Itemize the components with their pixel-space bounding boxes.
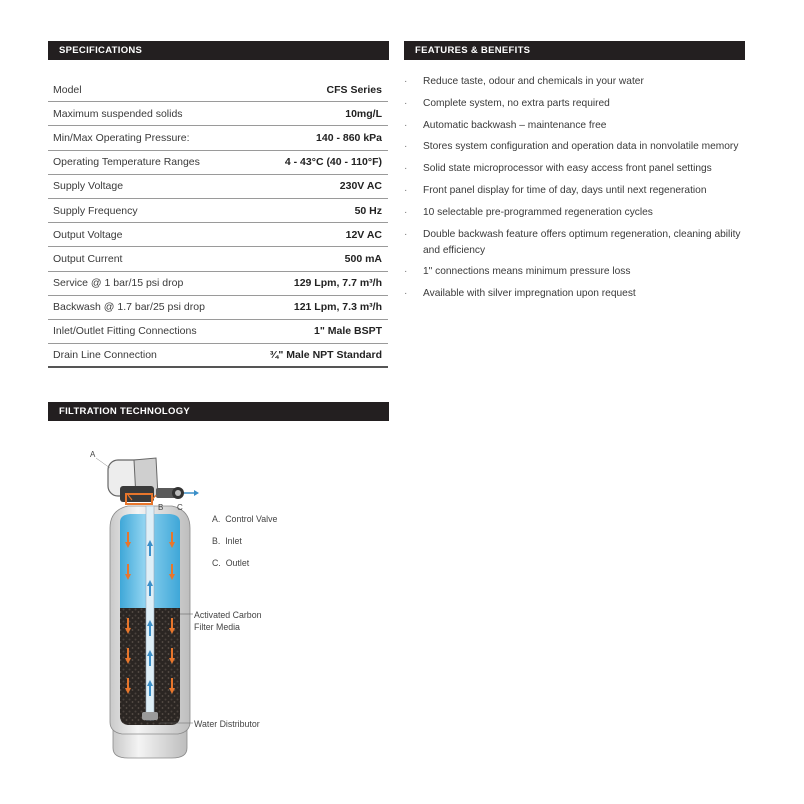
spec-value: ¾" Male NPT Standard <box>269 349 382 362</box>
spec-value: 4 - 43°C (40 - 110°F) <box>284 156 382 169</box>
bullet-icon: · <box>404 228 408 240</box>
feature-text: Double backwash feature offers optimum regeneration, cleaning ability and efficiency <box>423 228 741 256</box>
feature-item <box>404 227 754 259</box>
bullet-icon: · <box>404 76 408 87</box>
feature-text: Front panel display for time of day, days until next regeneration <box>423 184 707 196</box>
feature-text: Stores system configuration and operation data in nonvolatile memory <box>423 141 739 153</box>
spec-label: Supply Frequency <box>53 204 138 217</box>
spec-value: 129 Lpm, 7.7 m³/h <box>293 277 382 290</box>
legend-outlet: C. Outlet <box>212 558 250 568</box>
feature-item <box>404 161 754 177</box>
label-b: B <box>158 503 164 512</box>
feature-item <box>404 118 754 134</box>
feature-text: Automatic backwash – maintenance free <box>423 119 607 131</box>
spec-label: Operating Temperature Ranges <box>53 156 200 169</box>
spec-label: Output Current <box>53 252 123 265</box>
specifications-header: SPECIFICATIONS <box>48 41 389 60</box>
bullet-icon: · <box>404 184 408 196</box>
spec-value: 121 Lpm, 7.3 m³/h <box>293 301 382 314</box>
features-header: FEATURES & BENEFITS <box>404 41 745 60</box>
spec-row <box>48 296 388 320</box>
label-c: C <box>177 503 183 512</box>
spec-label: Min/Max Operating Pressure: <box>53 131 190 144</box>
feature-item <box>404 205 754 221</box>
legend-inlet: B. Inlet <box>212 536 242 546</box>
spec-value: 500 mA <box>344 252 382 265</box>
spec-label: Supply Voltage <box>53 180 124 193</box>
spec-value: CFS Series <box>326 83 382 96</box>
feature-item <box>404 74 754 90</box>
spec-label: Inlet/Outlet Fitting Connections <box>53 325 197 338</box>
bullet-icon: · <box>404 119 408 131</box>
feature-item <box>404 183 754 199</box>
spec-label: Service @ 1 bar/15 psi drop <box>53 277 184 290</box>
spec-row <box>48 199 388 223</box>
spec-value: 50 Hz <box>354 204 382 217</box>
bullet-icon: · <box>404 266 408 278</box>
water-distributor <box>142 712 158 720</box>
spec-row <box>48 320 388 344</box>
spec-label: Drain Line Connection <box>53 349 157 362</box>
bullet-icon: · <box>404 206 408 218</box>
callout-carbon-media: Activated Carbon Filter Media <box>194 610 262 632</box>
callout-water-distributor: Water Distributor <box>194 719 260 729</box>
spec-row <box>48 344 388 368</box>
spec-label: Output Voltage <box>53 228 123 241</box>
spec-label: Model <box>53 83 82 96</box>
filtration-header: FILTRATION TECHNOLOGY <box>48 402 389 421</box>
spec-row <box>48 78 388 102</box>
spec-row <box>48 247 388 271</box>
feature-text: 1" connections means minimum pressure loss <box>423 266 631 278</box>
feature-item <box>404 264 754 280</box>
feature-text: Reduce taste, odour and chemicals in your water <box>423 76 644 87</box>
control-valve <box>108 458 199 504</box>
spec-row <box>48 102 388 126</box>
feature-text: Available with silver impregnation upon request <box>423 288 636 300</box>
specifications-table <box>48 78 388 368</box>
bullet-icon: · <box>404 97 408 109</box>
features-list <box>404 74 754 308</box>
spec-row <box>48 272 388 296</box>
spec-value: 1" Male BSPT <box>314 325 382 338</box>
spec-row <box>48 223 388 247</box>
bullet-icon: · <box>404 288 408 300</box>
legend-control-valve: A. Control Valve <box>212 514 278 524</box>
feature-text: 10 selectable pre-programmed regeneration cycles <box>423 206 653 218</box>
filtration-diagram <box>80 440 390 780</box>
bullet-icon: · <box>404 141 408 153</box>
feature-item <box>404 96 754 112</box>
feature-text: Solid state microprocessor with easy access front panel settings <box>423 163 712 175</box>
feature-item <box>404 286 754 302</box>
bullet-icon: · <box>404 163 408 175</box>
spec-value: 140 - 860 kPa <box>316 131 382 144</box>
spec-row <box>48 126 388 150</box>
spec-row <box>48 175 388 199</box>
feature-text: Complete system, no extra parts required <box>423 97 610 109</box>
spec-value: 10mg/L <box>345 107 382 120</box>
spec-row <box>48 151 388 175</box>
label-a: A <box>90 450 96 459</box>
spec-value: 230V AC <box>339 180 382 193</box>
spec-value: 12V AC <box>345 228 382 241</box>
spec-label: Backwash @ 1.7 bar/25 psi drop <box>53 301 205 314</box>
spec-label: Maximum suspended solids <box>53 107 183 120</box>
feature-item <box>404 139 754 155</box>
